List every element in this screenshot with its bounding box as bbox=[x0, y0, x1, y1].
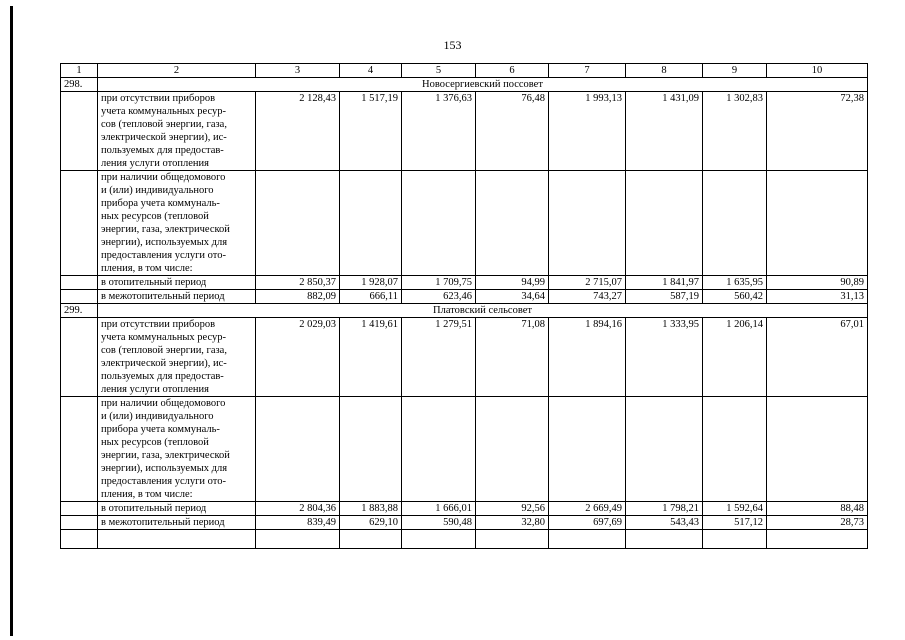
value-cell-col-6: 92,56 bbox=[476, 502, 549, 516]
table-row bbox=[61, 516, 868, 530]
empty-cell bbox=[256, 530, 340, 549]
column-header-2: 2 bbox=[98, 64, 256, 78]
value-cell-col-9: 1 302,83 bbox=[703, 92, 767, 171]
row-description bbox=[98, 276, 256, 290]
description-line: прибора учета коммуналь- bbox=[101, 198, 220, 209]
tariff-table bbox=[60, 63, 868, 549]
description-line: пользуемых для предостав- bbox=[101, 371, 224, 382]
value-cell-col-9 bbox=[703, 171, 767, 276]
table-row bbox=[61, 318, 868, 397]
description-line: энергии), используемых для bbox=[101, 463, 228, 474]
description-line: учета коммунальных ресур- bbox=[101, 106, 226, 117]
column-header-1: 1 bbox=[61, 64, 98, 78]
description-line: ных ресурсов (тепловой bbox=[101, 211, 209, 222]
value-cell-col-10: 90,89 bbox=[767, 276, 868, 290]
value-cell-col-8: 543,43 bbox=[626, 516, 703, 530]
value-cell-col-5: 1 709,75 bbox=[402, 276, 476, 290]
value-cell-col-7 bbox=[549, 171, 626, 276]
empty-cell bbox=[476, 530, 549, 549]
description-line: энергии), используемых для bbox=[101, 237, 228, 248]
value-cell-col-5: 590,48 bbox=[402, 516, 476, 530]
section-title: Новосергиевский поссовет bbox=[98, 78, 868, 92]
value-cell-col-9: 517,12 bbox=[703, 516, 767, 530]
description-line: при отсутствии приборов bbox=[101, 93, 216, 104]
section-number: 298. bbox=[61, 78, 98, 92]
empty-cell bbox=[402, 530, 476, 549]
table-row bbox=[61, 92, 868, 171]
column-header-9: 9 bbox=[703, 64, 767, 78]
value-cell-col-4: 1 883,88 bbox=[340, 502, 402, 516]
row-description bbox=[98, 290, 256, 304]
row-description bbox=[98, 516, 256, 530]
description-line: при наличии общедомового bbox=[101, 172, 226, 183]
value-cell-col-5 bbox=[402, 397, 476, 502]
column-header-8: 8 bbox=[626, 64, 703, 78]
description-line: электрической энергии), ис- bbox=[101, 358, 227, 369]
table-row bbox=[61, 290, 868, 304]
column-header-3: 3 bbox=[256, 64, 340, 78]
value-cell-col-8: 587,19 bbox=[626, 290, 703, 304]
value-cell-col-4 bbox=[340, 171, 402, 276]
value-cell-col-10: 31,13 bbox=[767, 290, 868, 304]
value-cell-col-10: 88,48 bbox=[767, 502, 868, 516]
value-cell-col-8: 1 431,09 bbox=[626, 92, 703, 171]
empty-cell bbox=[98, 530, 256, 549]
value-cell-col-5: 1 666,01 bbox=[402, 502, 476, 516]
value-cell-col-3: 2 128,43 bbox=[256, 92, 340, 171]
description-line: электрической энергии), ис- bbox=[101, 132, 227, 143]
section-number: 299. bbox=[61, 304, 98, 318]
description-line: пользуемых для предостав- bbox=[101, 145, 224, 156]
section-header-row bbox=[61, 304, 868, 318]
value-cell-col-10 bbox=[767, 397, 868, 502]
value-cell-col-6 bbox=[476, 397, 549, 502]
value-cell-col-4: 666,11 bbox=[340, 290, 402, 304]
description-line: пления, в том числе: bbox=[101, 489, 193, 500]
value-cell-col-6: 76,48 bbox=[476, 92, 549, 171]
table-row bbox=[61, 171, 868, 276]
description-line: и (или) индивидуального bbox=[101, 411, 214, 422]
description-line: энергии, газа, электрической bbox=[101, 450, 230, 461]
value-cell-col-9: 1 635,95 bbox=[703, 276, 767, 290]
value-cell-col-7: 743,27 bbox=[549, 290, 626, 304]
value-cell-col-10 bbox=[767, 171, 868, 276]
value-cell-col-7: 697,69 bbox=[549, 516, 626, 530]
column-header-5: 5 bbox=[402, 64, 476, 78]
value-cell-col-10: 72,38 bbox=[767, 92, 868, 171]
value-cell-col-6 bbox=[476, 171, 549, 276]
column-header-row bbox=[61, 64, 868, 78]
value-cell-col-5 bbox=[402, 171, 476, 276]
description-line: ления услуги отопления bbox=[101, 158, 209, 169]
description-line: пления, в том числе: bbox=[101, 263, 193, 274]
row-description bbox=[98, 92, 256, 171]
empty-cell bbox=[340, 530, 402, 549]
description-line: ления услуги отопления bbox=[101, 384, 209, 395]
value-cell-col-3: 882,09 bbox=[256, 290, 340, 304]
table-row bbox=[61, 276, 868, 290]
description-line: предоставления услуги ото- bbox=[101, 476, 226, 487]
description-line: сов (тепловой энергии, газа, bbox=[101, 345, 227, 356]
description-line: в межотопительный период bbox=[101, 291, 225, 302]
value-cell-col-3: 2 850,37 bbox=[256, 276, 340, 290]
value-cell-col-3: 2 029,03 bbox=[256, 318, 340, 397]
column-header-10: 10 bbox=[767, 64, 868, 78]
row-number-cell bbox=[61, 92, 98, 171]
row-number-cell bbox=[61, 397, 98, 502]
description-line: прибора учета коммуналь- bbox=[101, 424, 220, 435]
value-cell-col-8 bbox=[626, 397, 703, 502]
table-row bbox=[61, 502, 868, 516]
column-header-7: 7 bbox=[549, 64, 626, 78]
section-title: Платовский сельсовет bbox=[98, 304, 868, 318]
row-number-cell bbox=[61, 318, 98, 397]
value-cell-col-7: 2 715,07 bbox=[549, 276, 626, 290]
empty-cell bbox=[549, 530, 626, 549]
value-cell-col-6: 94,99 bbox=[476, 276, 549, 290]
value-cell-col-4 bbox=[340, 397, 402, 502]
value-cell-col-3: 2 804,36 bbox=[256, 502, 340, 516]
row-number-cell bbox=[61, 171, 98, 276]
page-binding-line bbox=[10, 6, 13, 636]
value-cell-col-9: 560,42 bbox=[703, 290, 767, 304]
description-line: предоставления услуги ото- bbox=[101, 250, 226, 261]
description-line: и (или) индивидуального bbox=[101, 185, 214, 196]
page-number: 153 bbox=[443, 38, 462, 52]
value-cell-col-3: 839,49 bbox=[256, 516, 340, 530]
value-cell-col-8: 1 841,97 bbox=[626, 276, 703, 290]
description-line: при наличии общедомового bbox=[101, 398, 226, 409]
value-cell-col-10: 67,01 bbox=[767, 318, 868, 397]
value-cell-col-4: 629,10 bbox=[340, 516, 402, 530]
row-number-cell bbox=[61, 502, 98, 516]
value-cell-col-8: 1 798,21 bbox=[626, 502, 703, 516]
description-line: сов (тепловой энергии, газа, bbox=[101, 119, 227, 130]
value-cell-col-6: 34,64 bbox=[476, 290, 549, 304]
row-number-cell bbox=[61, 516, 98, 530]
row-number-cell bbox=[61, 276, 98, 290]
value-cell-col-9 bbox=[703, 397, 767, 502]
value-cell-col-6: 71,08 bbox=[476, 318, 549, 397]
value-cell-col-5: 1 376,63 bbox=[402, 92, 476, 171]
value-cell-col-9: 1 206,14 bbox=[703, 318, 767, 397]
table-end-row bbox=[61, 530, 868, 549]
value-cell-col-5: 1 279,51 bbox=[402, 318, 476, 397]
value-cell-col-10: 28,73 bbox=[767, 516, 868, 530]
value-cell-col-7 bbox=[549, 397, 626, 502]
value-cell-col-8 bbox=[626, 171, 703, 276]
row-description bbox=[98, 502, 256, 516]
column-header-4: 4 bbox=[340, 64, 402, 78]
description-line: учета коммунальных ресур- bbox=[101, 332, 226, 343]
value-cell-col-9: 1 592,64 bbox=[703, 502, 767, 516]
description-line: в отопительный период bbox=[101, 277, 207, 288]
description-line: энергии, газа, электрической bbox=[101, 224, 230, 235]
value-cell-col-4: 1 517,19 bbox=[340, 92, 402, 171]
empty-cell bbox=[703, 530, 767, 549]
value-cell-col-7: 1 993,13 bbox=[549, 92, 626, 171]
description-line: ных ресурсов (тепловой bbox=[101, 437, 209, 448]
description-line: в межотопительный период bbox=[101, 517, 225, 528]
value-cell-col-6: 32,80 bbox=[476, 516, 549, 530]
value-cell-col-3 bbox=[256, 397, 340, 502]
empty-cell bbox=[61, 530, 98, 549]
value-cell-col-5: 623,46 bbox=[402, 290, 476, 304]
row-description bbox=[98, 318, 256, 397]
row-number-cell bbox=[61, 290, 98, 304]
description-line: в отопительный период bbox=[101, 503, 207, 514]
column-header-6: 6 bbox=[476, 64, 549, 78]
description-line: при отсутствии приборов bbox=[101, 319, 216, 330]
value-cell-col-8: 1 333,95 bbox=[626, 318, 703, 397]
section-header-row bbox=[61, 78, 868, 92]
empty-cell bbox=[626, 530, 703, 549]
value-cell-col-4: 1 928,07 bbox=[340, 276, 402, 290]
value-cell-col-3 bbox=[256, 171, 340, 276]
row-description bbox=[98, 171, 256, 276]
value-cell-col-7: 1 894,16 bbox=[549, 318, 626, 397]
value-cell-col-7: 2 669,49 bbox=[549, 502, 626, 516]
table-row bbox=[61, 397, 868, 502]
value-cell-col-4: 1 419,61 bbox=[340, 318, 402, 397]
row-description bbox=[98, 397, 256, 502]
empty-cell bbox=[767, 530, 868, 549]
